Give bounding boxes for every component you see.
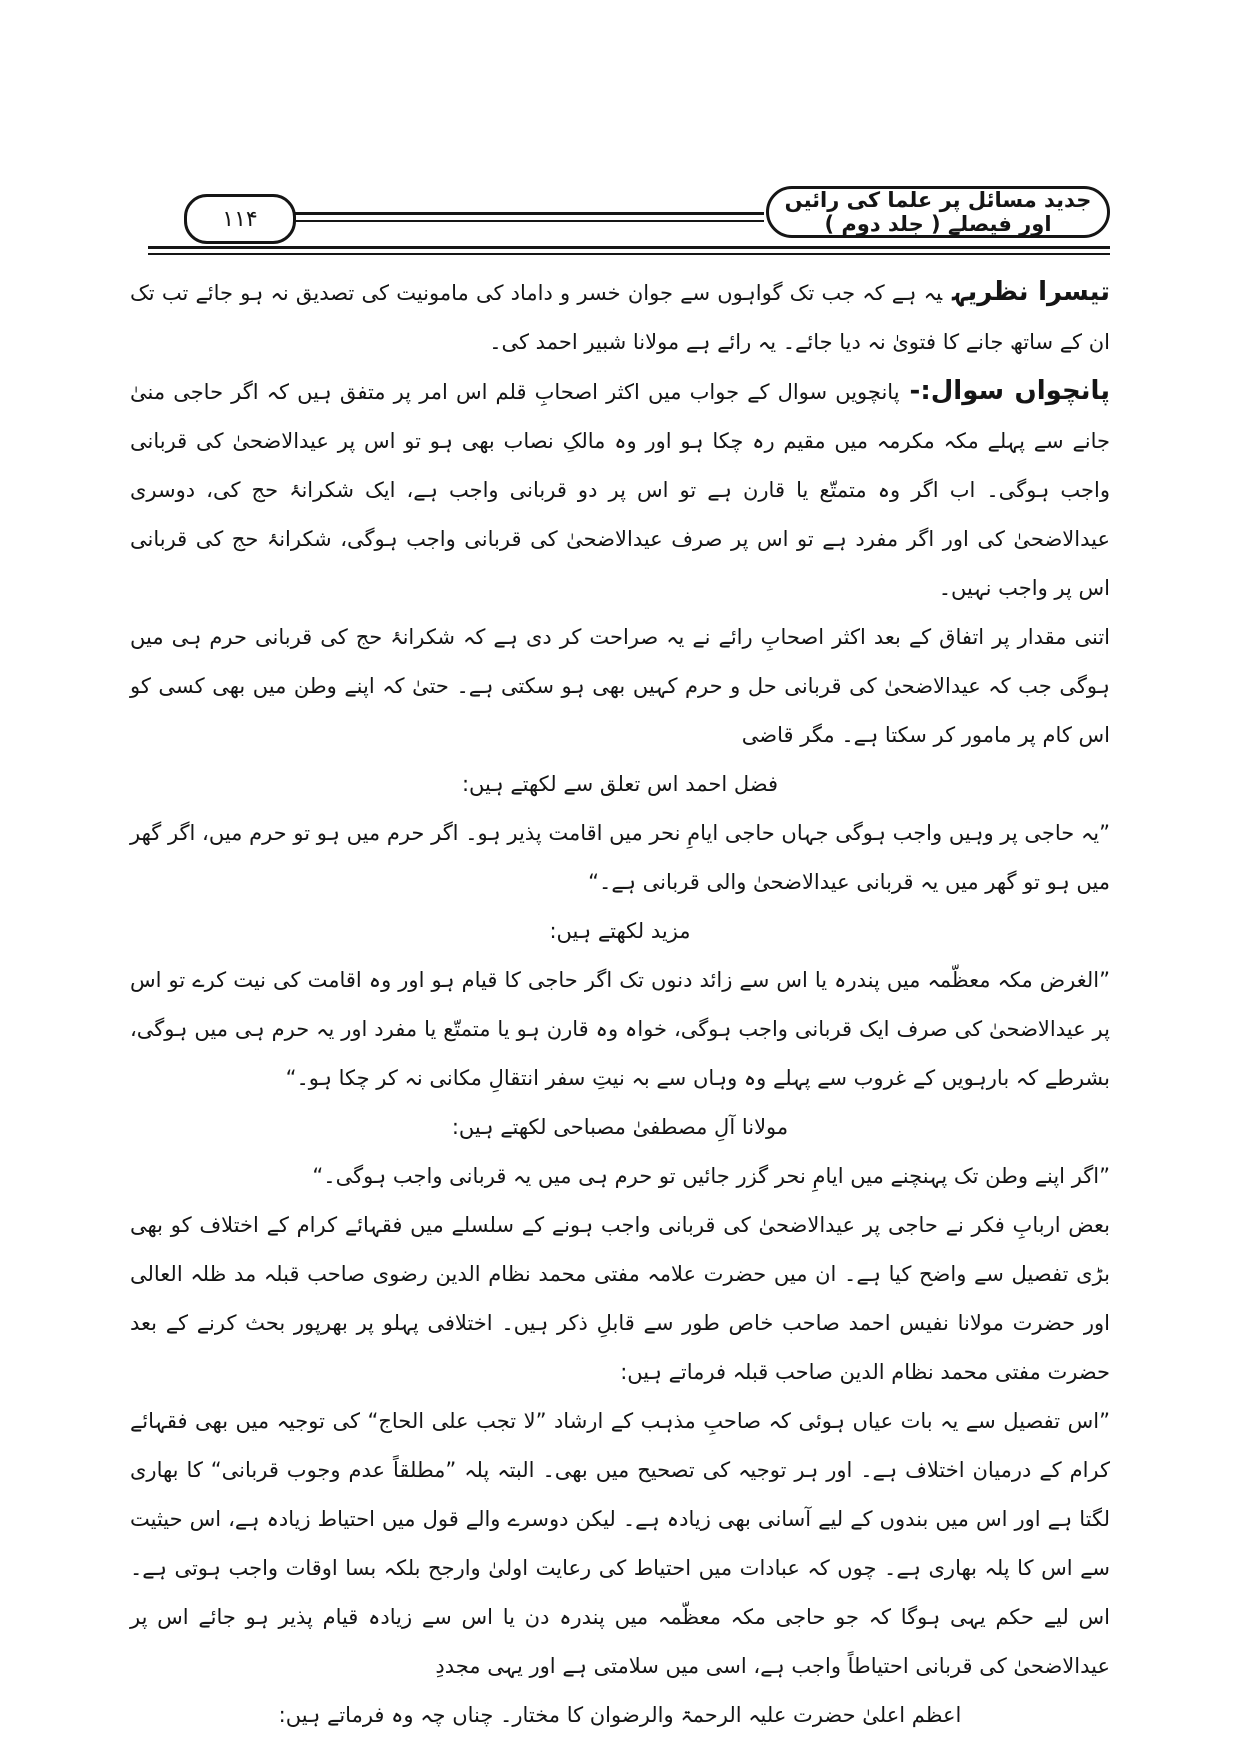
page-body <box>130 268 1110 1740</box>
quotation-2: ”الغرض مکہ معظّمہ میں پندرہ یا اس سے زائد دنوں تک اگر حاجی کا قیام ہو اور وہ اقامت کی نیت کرے تو اس پر عیدالاضحیٰ کی صرف ایک قربانی واجب ہوگی، خواہ وہ قارن ہو یا متمتّع یا مفرد اور یہ حرم ہی میں ہوگی، بشرطے کہ بارہویں کے غروب سے پہلے وہ وہاں سے بہ نیتِ سفر انتقالِ مکانی نہ کر چکا ہو۔“ <box>130 968 1110 1090</box>
quotation-4: ”اس تفصیل سے یہ بات عیاں ہوئی کہ صاحبِ مذہب کے ارشاد ”لا تجب علی الحاج“ کی توجیہ میں بھی فقہائے کرام کے درمیان اختلاف ہے۔ اور ہر توجیہ کی تصحیح میں بھی۔ البتہ پلہ ”مطلقاً عدم وجوب قربانی“ کا بھاری لگتا ہے اور اس میں بندوں کے لیے آسانی بھی زیادہ ہے۔ لیکن دوسرے والے قول میں احتیاط زیادہ ہے، اس حیثیت سے اس کا پلہ بھاری ہے۔ چوں کہ عبادات میں احتیاط کی رعایت اولیٰ وارجح بلکہ بسا اوقات واجب ہوتی ہے۔ اس لیے حکم یہی ہوگا کہ جو حاجی مکہ معظّمہ میں پندرہ دن یا اس سے زیادہ قیام پذیر ہو جائے اس پر عیدالاضحیٰ کی قربانی احتیاطاً واجب ہے، اسی میں سلامتی ہے اور یہی مجددِ <box>130 1409 1110 1678</box>
catchline-mazeed-likhte-hain: مزید لکھتے ہیں: <box>549 919 691 943</box>
paragraph-consensus: اتنی مقدار پر اتفاق کے بعد اکثر اصحابِ رائے نے یہ صراحت کر دی ہے کہ شکرانۂ حج کی قربانی حرم ہی میں ہوگی جب کہ عیدالاضحیٰ کی قربانی حل و حرم کہیں بھی ہو سکتی ہے۔ حتیٰ کہ اپنے وطن میں بھی کسی کو اس کام پر مامور کر سکتا ہے۔ مگر قاضی <box>130 625 1110 747</box>
paragraph-scholars-detail: بعض اربابِ فکر نے حاجی پر عیدالاضحیٰ کی قربانی واجب ہونے کے سلسلے میں فقہائے کرام کے اختلاف کو بھی بڑی تفصیل سے واضح کیا ہے۔ ان میں حضرت علامہ مفتی محمد نظام الدین رضوی صاحب قبلہ مد ظلہ العالی اور حضرت مولانا نفیس احمد صاحب خاص طور سے قابلِ ذکر ہیں۔ اختلافی پہلو پر بھرپور بحث کرنے کے بعد حضرت مفتی محمد نظام الدین صاحب قبلہ فرماتے ہیں: <box>130 1213 1110 1384</box>
paragraph-fifth-question <box>130 367 1110 613</box>
fifth-question-text: پانچویں سوال کے جواب میں اکثر اصحابِ قلم اس امر پر متفق ہیں کہ اگر حاجی منیٰ جانے سے پہلے مکہ مکرمہ میں مقیم رہ چکا ہو اور وہ مالکِ نصاب بھی ہو تو اس پر عیدالاضحیٰ کی قربانی واجب ہوگی۔ اب اگر وہ متمتّع یا قارن ہے تو اس پر دو قربانی واجب ہے، ایک شکرانۂ حج کی، دوسری عیدالاضحیٰ کی اور اگر مفرد ہے تو اس پر صرف عیدالاضحیٰ کی قربانی واجب ہوگی، شکرانۂ حج کی قربانی اس پر واجب نہیں۔ <box>130 380 1110 600</box>
quotation-3: ”اگر اپنے وطن تک پہنچنے میں ایامِ نحر گزر جائیں تو حرم ہی میں یہ قربانی واجب ہوگی۔“ <box>312 1164 1110 1188</box>
page-number: ۱۱۴ <box>222 206 258 232</box>
book-title-badge <box>766 186 1110 238</box>
page-number-badge <box>184 194 296 244</box>
third-view-text: یہ ہے کہ جب تک گواہوں سے جوان خسر و داماد کی مامونیت کی تصدیق نہ ہو جائے تب تک ان کے ساتھ جانے کا فتویٰ نہ دیا جائے۔ یہ رائے ہے مولانا شبیر احمد کی۔ <box>130 281 1110 354</box>
paragraph-third-view <box>130 268 1110 367</box>
fifth-question-heading: پانچواں سوال:- <box>909 376 1110 406</box>
third-view-heading: تیسرا نظریہ <box>952 277 1110 307</box>
catchline-misbahi: مولانا آلِ مصطفیٰ مصباحی لکھتے ہیں: <box>451 1115 789 1139</box>
header-connector-rule <box>290 212 764 222</box>
book-title: جدید مسائل پر علما کی رائیں اور فیصلے ( جلد دوم ) <box>784 188 1092 236</box>
header-separator-rule <box>148 246 1110 255</box>
catchline-ala-hazrat: اعظم اعلیٰ حضرت علیہ الرحمۃ والرضوان کا مختار۔ چناں چہ وہ فرماتے ہیں: <box>278 1703 962 1727</box>
page-header <box>148 186 1110 256</box>
catchline-qazi-fazl-ahmad: فضل احمد اس تعلق سے لکھتے ہیں: <box>461 772 778 796</box>
quotation-1: ”یہ حاجی پر وہیں واجب ہوگی جہاں حاجی ایامِ نحر میں اقامت پذیر ہو۔ اگر حرم میں ہو تو حرم میں، اگر گھر میں ہو تو گھر میں یہ قربانی عیدالاضحیٰ والی قربانی ہے۔“ <box>130 821 1110 894</box>
